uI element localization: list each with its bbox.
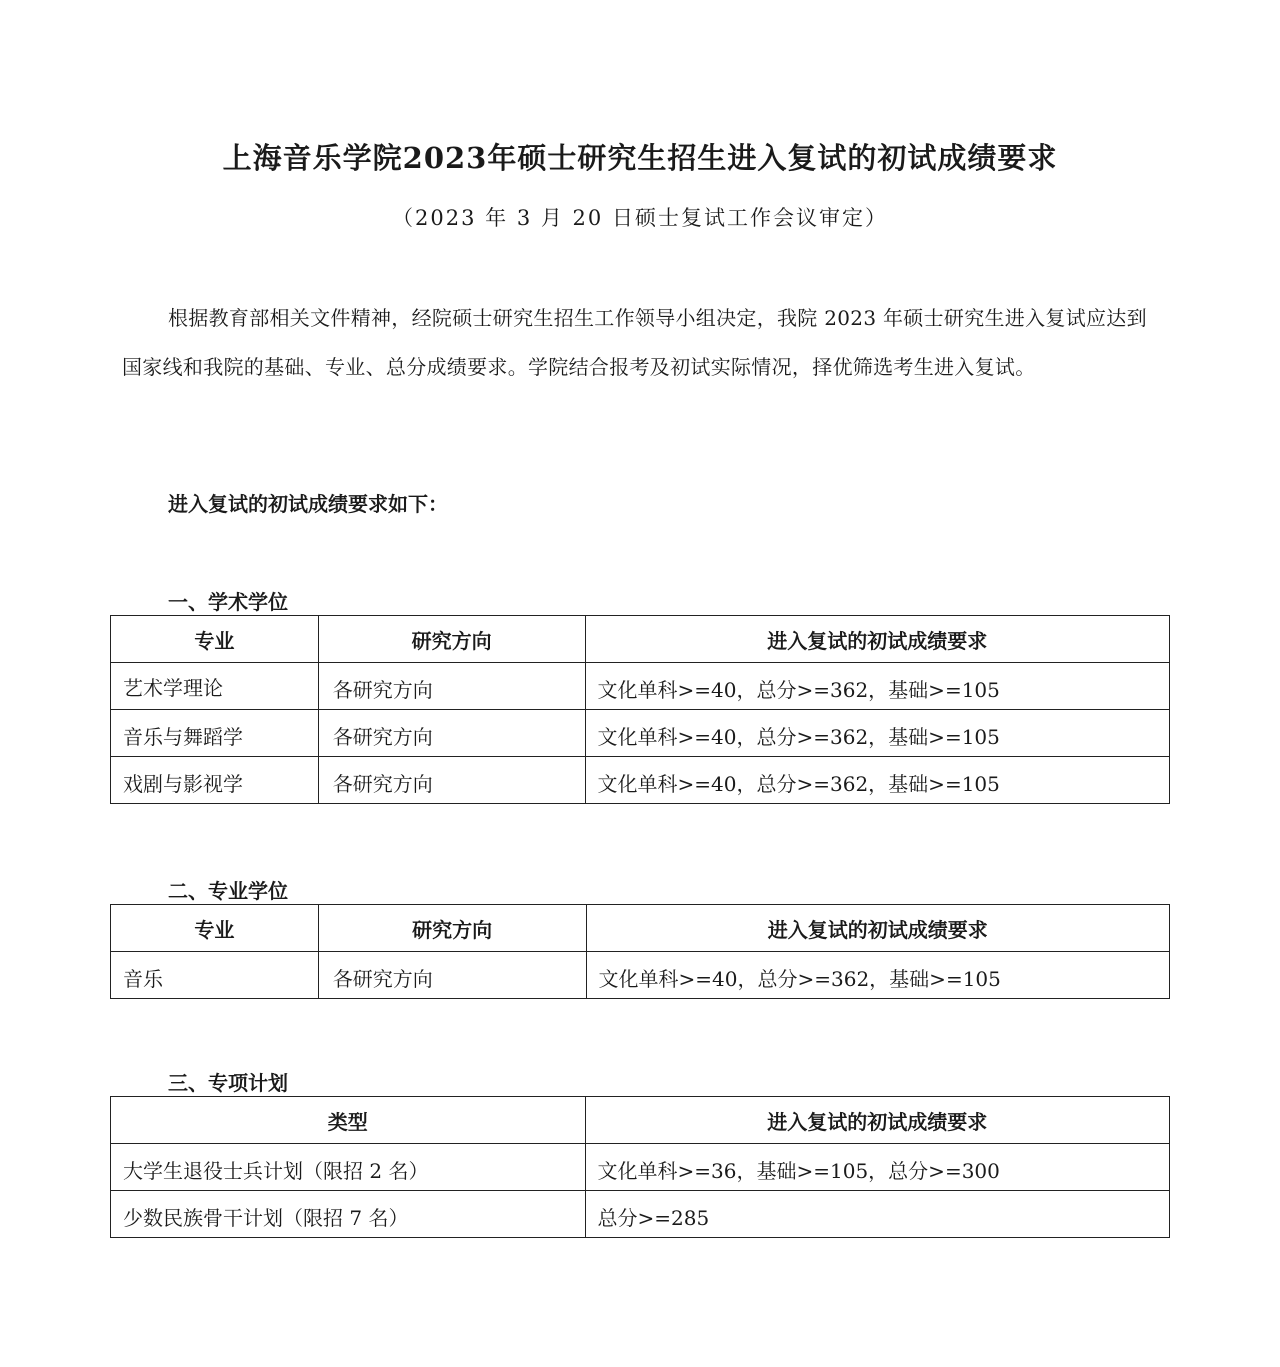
academic-degree-table [110, 615, 1170, 804]
section-heading-professional: 二、专业学位 [168, 879, 288, 903]
col-header-requirement: 进入复试的初试成绩要求 [585, 1097, 1169, 1144]
requirements-lead: 进入复试的初试成绩要求如下： [168, 492, 448, 516]
section-heading-academic: 一、学术学位 [168, 590, 288, 614]
cell-major: 艺术学理论 [111, 663, 319, 710]
table-header-row [111, 905, 1170, 952]
table-row [111, 663, 1170, 710]
cell-requirement: 文化单科>=36，基础>=105，总分>=300 [585, 1144, 1169, 1191]
cell-direction: 各研究方向 [318, 952, 586, 999]
cell-major: 音乐与舞蹈学 [111, 710, 319, 757]
col-header-requirement: 进入复试的初试成绩要求 [585, 616, 1169, 663]
cell-requirement: 文化单科>=40，总分>=362，基础>=105 [585, 710, 1169, 757]
professional-degree-table [110, 904, 1170, 999]
table-row [111, 1144, 1170, 1191]
col-header-direction: 研究方向 [318, 905, 586, 952]
document-subtitle: （2023 年 3 月 20 日硕士复试工作会议审定） [392, 206, 888, 230]
table-header-row [111, 1097, 1170, 1144]
cell-direction: 各研究方向 [318, 757, 585, 804]
cell-direction: 各研究方向 [318, 710, 585, 757]
col-header-requirement: 进入复试的初试成绩要求 [586, 905, 1169, 952]
table-row [111, 710, 1170, 757]
cell-direction: 各研究方向 [318, 663, 585, 710]
table-row [111, 1191, 1170, 1238]
table-header-row [111, 616, 1170, 663]
cell-requirement: 文化单科>=40，总分>=362，基础>=105 [585, 663, 1169, 710]
cell-major: 音乐 [111, 952, 319, 999]
cell-major: 戏剧与影视学 [111, 757, 319, 804]
cell-type: 少数民族骨干计划（限招 7 名） [111, 1191, 586, 1238]
cell-requirement: 文化单科>=40，总分>=362，基础>=105 [586, 952, 1169, 999]
col-header-major: 专业 [111, 905, 319, 952]
table-row [111, 952, 1170, 999]
special-plan-table [110, 1096, 1170, 1238]
col-header-direction: 研究方向 [318, 616, 585, 663]
col-header-major: 专业 [111, 616, 319, 663]
intro-paragraph: 根据教育部相关文件精神，经院硕士研究生招生工作领导小组决定，我院 2023 年硕士研究生进入复试应达到国家线和我院的基础、专业、总分成绩要求。学院结合报考及初试实际情况，择优筛选考生进入复试。 [122, 306, 1147, 379]
document-title: 上海音乐学院2023年硕士研究生招生进入复试的初试成绩要求 [222, 141, 1058, 175]
section-heading-special-plan: 三、专项计划 [168, 1071, 288, 1095]
cell-requirement: 总分>=285 [585, 1191, 1169, 1238]
table-row [111, 757, 1170, 804]
cell-requirement: 文化单科>=40，总分>=362，基础>=105 [585, 757, 1169, 804]
cell-type: 大学生退役士兵计划（限招 2 名） [111, 1144, 586, 1191]
col-header-type: 类型 [111, 1097, 586, 1144]
